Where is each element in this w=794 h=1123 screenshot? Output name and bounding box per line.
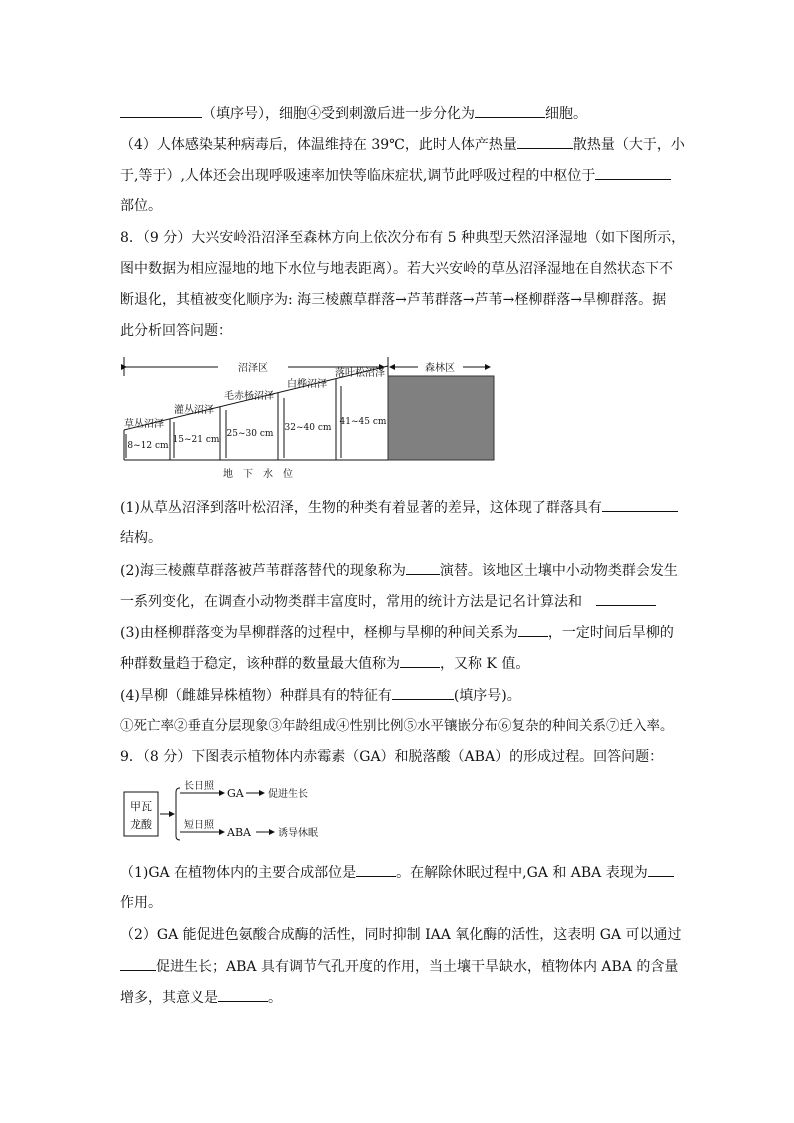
forest-block	[388, 376, 494, 460]
wetland-name-4: 白桦沼泽	[287, 379, 327, 390]
wetland-name-3: 毛赤杨沼泽	[224, 391, 274, 402]
answer-blank[interactable]	[596, 591, 656, 606]
q8-2-line-2	[120, 591, 680, 612]
wetland-name-2: 灌丛沼泽	[174, 405, 214, 416]
answer-blank[interactable]	[475, 103, 545, 118]
q7-4-text: 于,等于）,人体还会出现呼吸速率加快等临床症状,调节此呼吸过程的中枢位于	[120, 168, 596, 184]
q9-1-text: 。在解除休眠过程中,GA 和 ABA 表现为	[396, 865, 648, 881]
depth-value-5: 41~45 cm	[339, 417, 387, 427]
source-label-2: 龙酸	[130, 818, 152, 831]
source-label-1: 甲瓦	[130, 800, 152, 813]
answer-blank[interactable]	[392, 685, 454, 700]
short-day-label: 短日照	[184, 820, 214, 831]
q8-3-text: ，一定时间后旱柳的	[547, 625, 674, 641]
q9-1-line-2: 作用。	[120, 895, 162, 911]
q9-1-text: （1)GA 在植物体内的主要合成部位是	[120, 865, 357, 881]
answer-blank[interactable]	[120, 103, 202, 118]
q8-1-line-2: 结构。	[120, 530, 162, 546]
long-day-label: 长日照	[184, 781, 214, 792]
depth-value-3: 25~30 cm	[226, 429, 274, 439]
q8-3-line-2	[120, 653, 680, 674]
zone-forest-label: 森林区	[425, 363, 455, 374]
q9-2-line-3	[120, 987, 680, 1008]
ga-effect-label: 促进生长	[268, 789, 308, 800]
q9-2-line-2	[120, 956, 680, 977]
q9-1-line-1	[120, 862, 680, 883]
q8-stem-3: 断退化，其植被变化顺序为: 海三棱藨草群落→芦苇群落→芦苇→柽柳群落→旱柳群落。据	[120, 292, 667, 308]
answer-blank[interactable]	[517, 134, 573, 149]
answer-blank[interactable]	[518, 622, 548, 637]
answer-blank[interactable]	[595, 165, 671, 180]
q8-1-text: (1)从草丛沼泽到落叶松沼泽，生物的种类有着显著的差异，这体现了群落具有	[120, 500, 602, 516]
q8-1-line-1	[120, 497, 680, 518]
aba-label: ABA	[227, 826, 251, 839]
q9-2-text: 。	[268, 990, 282, 1006]
hormone-diagram	[118, 778, 358, 848]
q8-2-text: 演替。该地区土壤中小动物类群会发生	[439, 563, 678, 579]
answer-blank[interactable]	[218, 987, 268, 1002]
wetland-diagram	[118, 354, 498, 484]
q7-4-text: 部位。	[120, 198, 162, 214]
q8-stem-2: 图中数据为相应湿地的地下水位与地表距离）。若大兴安岭的草丛沼泽湿地在自然状态下不	[120, 261, 673, 277]
q8-stem-4: 此分析回答问题：	[120, 323, 232, 339]
q8-stem-1: 8．（9 分）大兴安岭沿沼泽至森林方向上依次分布有 5 种典型天然沼泽湿地（如下图所示，	[120, 230, 686, 246]
q8-3-text: ，又称 K 值。	[440, 656, 530, 672]
q7-4-line-3	[120, 196, 680, 216]
q8-4-text: (4)旱柳（雌雄异株植物）种群具有的特征有	[120, 688, 392, 704]
q7-text: （填序号），细胞④受到刺激后进一步分化为	[202, 106, 475, 122]
depth-value-1: 8~12 cm	[127, 441, 169, 451]
q7-line-1	[120, 103, 680, 124]
q8-2-text: 一系列变化，在调查小动物类群丰富度时，常用的统计方法是记名计算法和	[120, 594, 582, 610]
q7-4-line-2	[120, 165, 680, 186]
q9-2-line-1: （2）GA 能促进色氨酸合成酶的活性，同时抑制 IAA 氧化酶的活性，这表明 GA 可以通过	[120, 927, 682, 943]
answer-blank[interactable]	[400, 653, 440, 668]
answer-blank[interactable]	[648, 862, 674, 877]
q7-4-text: 散热量（大于，小	[572, 137, 685, 153]
answer-blank[interactable]	[406, 560, 440, 575]
q8-4-line-1	[120, 685, 680, 706]
q9-2-text: 增多，其意义是	[120, 990, 218, 1006]
depth-value-2: 15~21 cm	[172, 435, 220, 445]
groundwater-label: 地 下 水 位	[223, 469, 293, 480]
ga-label: GA	[227, 787, 244, 800]
q9-2-text: 促进生长；ABA 具有调节气孔开度的作用，当土壤干旱缺水，植物体内 ABA 的含量	[156, 959, 679, 975]
wetland-name-5: 落叶松沼泽	[335, 368, 385, 379]
q8-3-line-1	[120, 622, 680, 643]
zone-swamp-label: 沼泽区	[238, 363, 268, 374]
q8-3-text: 种群数量趋于稳定，该种群的数量最大值称为	[120, 656, 400, 672]
answer-blank[interactable]	[602, 497, 678, 512]
aba-effect-label: 诱导休眠	[278, 828, 318, 839]
q8-2-line-1	[120, 560, 680, 581]
q7-text: 细胞。	[545, 106, 587, 122]
q7-4-text: （4）人体感染某种病毒后，体温维持在 39℃，此时人体产热量	[120, 137, 517, 153]
depth-value-4: 32~40 cm	[284, 423, 332, 433]
q8-3-text: (3)由柽柳群落变为旱柳群落的过程中，柽柳与旱柳的种间关系为	[120, 625, 518, 641]
q8-2-text: (2)海三棱藨草群落被芦苇群落替代的现象称为	[120, 563, 406, 579]
q7-4-line-1	[120, 134, 685, 155]
q9-stem: 9．（8 分）下图表示植物体内赤霉素（GA）和脱落酸（ABA）的形成过程。回答问题：	[120, 749, 664, 765]
q8-4-text: (填序号)。	[453, 688, 521, 704]
answer-blank[interactable]	[356, 862, 396, 877]
wetland-name-1: 草丛沼泽	[124, 419, 164, 430]
q8-4-options: ①死亡率②垂直分层现象③年龄组成④性别比例⑤水平镶嵌分布⑥复杂的种间关系⑦迁入率。	[120, 718, 674, 734]
answer-blank[interactable]	[120, 956, 156, 971]
